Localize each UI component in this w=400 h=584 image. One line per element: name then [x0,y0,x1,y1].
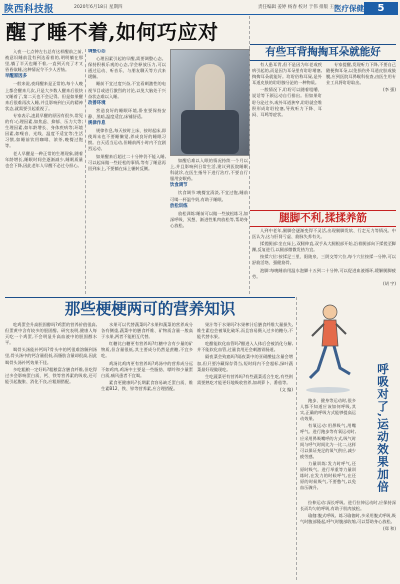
lead-article-col-3 [170,158,248,294]
paragraph: 心理因素引起的早醒,需要调整心态。保持积极乐观的心态,学会释放压力,可以通过运动、听音乐、与朋友聊天等方式来缓解。 [88,56,166,80]
column-divider [296,297,297,580]
paragraph: 红糖比白糖更有营养吗?红糖中含有少量的矿物质,但含量很低,其主要成分仍然是蔗糖,不宜多吃。 [101,341,193,359]
legs-article-body [252,228,396,294]
subheading: 调整心态 [88,49,106,54]
paragraph: 瑜伽:腹式呼吸。练习瑜伽时,多采用腹式呼吸,吸气时腹部隆起,呼气时腹部收缩,可以帮助身心放松。 [300,513,396,525]
paragraph: 果汁等于水果吗?水果榨汁后膳食纤维大量损失,维生素也会被氧化破坏,而且容易摄入过多的糖分,不能代替水果。 [197,322,293,340]
page-number: 5 [364,2,398,15]
dateline: 2020年6月18日 星期四 [74,5,123,10]
nutrition-col-2 [101,322,193,580]
paragraph: 生吃蔬菜更有营养吗?有些蔬菜适合生吃,有些则需要熟吃才能更好地吸收营养,如胡萝卜、番茄等。 [197,373,293,385]
paragraph: 规律作息,每天按时上床、按时起床,即使周末也不要睡懒觉,养成良好的睡眠习惯。白天适当运动,但睡前两小时内不宜剧烈运动。 [88,128,166,152]
masthead [2,2,398,15]
runner-illustration [300,300,356,396]
nutrition-headline: 那些梗梗两可的营养知识 [5,297,295,320]
paragraph: 力量训练:发力时呼气,还原时吸气。进行举重等力量训练时,在发力的时候呼气,在还原的时候吸气,不要憋气,以免血压骤升。 [300,460,356,491]
paragraph: 专家提醒,发现听力下降,不要自己随便掏耳朵,以免损伤外耳道皮肤或鼓膜,应到医院耳鼻喉科检查,由医生用专业工具将耵聍取出。 [326,62,396,86]
paragraph: 喝骨头汤能补钙吗?骨头中的钙很难溶解到汤里,骨头汤中的钙含量很低,而脂肪含量却很高,因此喝骨头汤补钙效果不佳。 [5,347,97,365]
paragraph: 如醒后难以入眠的情况持续一个月以上,并且影响到日常生活,建议到医院睡眠科就诊,在医生指导下进行治疗,不要自行服用安眠药。 [170,158,248,182]
paragraph: 吃醋能软化血管吗?醋进入人体后会被消化分解,并不能软化血管,过量食用还会刺激胃肠道。 [197,341,293,353]
paragraph: 睡前不宜过度兴奋,不宜看刺激性的电视节目或进行激烈的讨论,以免大脑处于兴奋状态难以入睡。 [88,81,166,99]
paragraph: 入夜一七点钟左右总有这样醒前之前,被意识睡前没有到达看着的,明明躺在那里,躺了半天也睡不着,一直到天亮了才又昏昏欲睡,这种情况令不少人苦恼。 [5,49,83,73]
paragraph: 专家表示,凌晨早醒的原因有很多,常见的有:心理因素,如焦虑、抑郁、压力大等;生理因素,如年龄增长、身体疾病等;环境因素,如噪音、光线、温度不适宜等;生活习惯,如睡前饮用咖啡、浓茶,晚餐过饱等。 [5,112,83,149]
paragraph: 有人患耳背,但不是因为年老或疾病引起的,而是因为耳朵里有耵聍堵塞,掏掏耳朵就能好。耵聍俗称耳屎,是外耳道皮肤的耵聍腺分泌的一种物质。 [252,62,322,86]
subheading: 早醒原因多 [5,74,27,80]
lead-article-col-1 [5,49,83,294]
nutrition-col-1 [5,322,97,580]
breathing-col-2 [300,500,396,580]
author-credit: (胡 宇) [383,280,396,286]
paragraph: 老人早醒是一种正常的生理现象,随着年龄增长,睡眠时间会逐渐减少,睡眠质量也会下降,因此老年人早醒不必过分担心。 [5,150,83,168]
photo-blanket-shape [181,110,239,154]
author-credit: (文 编) [280,386,293,392]
lead-headline: 醒了睡不着,如何巧应对 [6,20,219,44]
paragraph: 有氧运动:用鼻吸气,用嘴呼气。进行跑步等有氧运动时,应采用鼻吸嘴呼的方式,吸气时间与呼气时间比为一比二,这样可以保证充足的氧气供应,减少疲劳感。 [300,423,356,459]
subheading: 规律作息 [88,121,106,127]
paragraph: 吃鸡蛋会升高胆固醇吗?鸡蛋的营养价值很高,但蛋黄中含有较多的胆固醇。研究表明,健康人每天吃一个鸡蛋,不会明显升高血液中的胆固醇水平。 [5,322,97,346]
paragraph: 泡脚:每晚睡前用温水泡脚十五到二十分钟,可以促进血液循环,缓解腿脚疲劳。 [252,267,396,279]
editors-credit: 责任编辑 姜婷 杨春 校对 于伟 排版 王娟 [258,5,339,10]
paragraph: 一般情况下,耵聍可以随着咀嚼、说话等下颌运动自行排出。但如果耵聍分泌过多,或外耳道狭窄,耵聍就会堆积形成耵聍栓塞,导致听力下降、耳闷、耳鸣等症状。 [252,87,322,117]
ear-article-col-2 [326,62,396,206]
paragraph: 鸡汤比鸡肉更有营养吗?鸡汤中的营养成分远不如鸡肉,鸡汤中主要是一些脂肪、嘌呤和少量蛋白质,痛风患者不宜喝。 [101,360,193,378]
author-credit: (李 强) [383,87,396,93]
lead-article-col-2 [88,49,166,294]
ear-article-col-1 [252,62,322,206]
subheading: 放松训练 [170,203,188,209]
paragraph: 饮食调节:晚餐宜清淡,不宜过饱,睡前可喝一杯温牛奶,有助于睡眠。 [170,190,248,202]
column-divider [85,49,86,294]
breathing-article-title: 呼吸对了,运动效果加倍 [376,363,390,494]
paragraph: 如果醒来后超过二十分钟仍不能入睡,可以起床做一些轻松的事情,等有了睡意再回到床上,不要躺在床上辗转反侧。 [88,153,166,171]
paragraph: 一般来说,夜间醒来是正常的,每个人晚上都会醒来几次,只是大多数人醒来后很快又睡着了,第二天也不会记得。但是如果醒来后很难再次入睡,并且影响到白天的精神状态,就需要引起重视了。 [5,81,83,111]
subheading: 饮食调节 [170,183,188,189]
paragraph: 揉搓腿部:坐在床上,双腿伸直,双手从大腿根部开始,沿着腿部向下揉搓至脚踝,反复进行,以腿部微微发热为宜。 [252,241,396,253]
paragraph: 素食更健康吗?长期素食容易缺乏蛋白质、维生素B12、铁、锌等营养素,应合理搭配。 [101,379,193,391]
paragraph: 隔夜菜会致癌吗?隔夜菜中的亚硝酸盐含量会增加,但只要冷藏保存得当,短时间内不会超标,绿叶蔬菜最好现做现吃。 [197,354,293,372]
paragraph: 跑步、健身等运动时,很多人都不知道应该如何呼吸,其实,正确的呼吸方式能够提高运动效果。 [300,398,356,422]
paragraph: 按揉穴位:按揉足三里、阳陵泉、三阴交等穴位,每个穴位按揉一分钟,可以舒筋活络、强健筋骨。 [252,254,396,266]
paragraph: 多吃粗粮一定好吗?粗粮富含膳食纤维,但吃得过多会影响蛋白质、钙、铁等营养素的吸收,还可能引起腹胀、消化不良,应粗细搭配。 [5,366,97,384]
paragraph: 水果可以代替蔬菜吗?水果和蔬菜的营养成分各有侧重,蔬菜中的膳食纤维、矿物质含量一般高于水果,两者不能相互代替。 [101,322,193,340]
paragraph: 人到中老年,腿脚会逐渐变得不灵活,出现腿脚发软、行走无力等情况。中医认为,这与肝肾亏虚、筋脉失养有关。 [252,228,396,240]
paragraph: 放松训练:睡前可以做一些放松练习,如深呼吸、冥想、渐进性肌肉放松等,帮助身心放松。 [170,210,248,228]
nutrition-col-3 [197,322,293,580]
newspaper-brand: 陕西科技报 [4,4,55,15]
paragraph: 营造良好的睡眠环境,卧室要保持安静、黑暗,温度适宜,床铺舒适。 [88,107,166,119]
legs-article-title: 腿脚不利,揉揉养筋 [250,210,396,227]
author-credit: (郑 和) [383,526,396,532]
section-name: 医疗保健 [334,4,364,13]
subheading: 改善环境 [88,100,106,106]
article-photo [170,49,250,156]
ear-article-title: 有些耳背掏掏耳朵就能好 [250,44,396,61]
paragraph: 拉伸运动:深长呼吸。进行拉伸运动时,应保持深长而均匀的呼吸,有助于肌肉放松。 [300,500,396,512]
